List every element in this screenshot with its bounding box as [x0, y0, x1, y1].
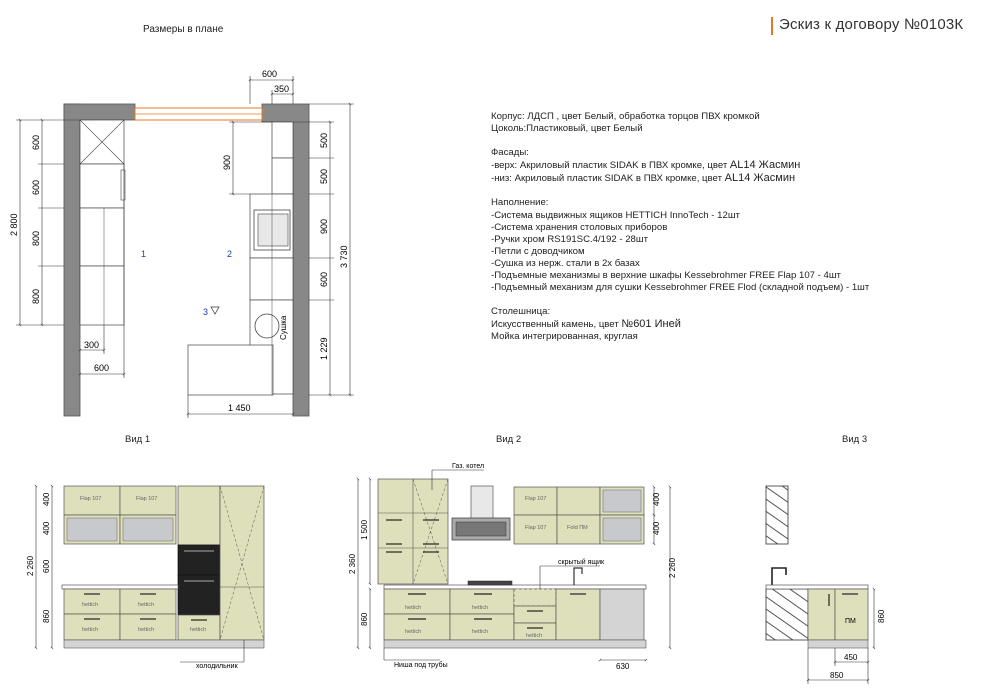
spec-napolnenie-title: Наполнение:	[491, 197, 549, 209]
plan-left-oven-handle	[121, 170, 125, 200]
spec-stone: Искусственный камень, цвет №601 Иней	[491, 318, 681, 331]
v2-hidden-drawer-label: скрытый ящик	[558, 559, 605, 566]
dim-left-600b: 600	[31, 179, 41, 195]
spec-item: -Система выдвижных ящиков HETTICH InnoTech - 12шт	[491, 209, 740, 221]
v1-dim-400a: 400	[42, 492, 51, 506]
v2-dim-400b: 400	[652, 521, 661, 535]
v3-plinth	[808, 640, 868, 648]
plan-left-oven-unit	[80, 164, 124, 208]
v2-plinth	[384, 640, 646, 648]
plan-wall-left	[64, 104, 80, 416]
v2-hob	[468, 581, 512, 585]
dim-right-900: 900	[319, 218, 329, 234]
spec-item: -Сушка из нерж. стали в 2х базах	[491, 257, 640, 269]
v2-flap-2	[557, 487, 600, 515]
spec-fasad-bottom: -низ: Акриловый пластик SIDAK в ПВХ кромке, цвет AL14 Жасмин	[491, 172, 796, 185]
v3-countertop	[766, 585, 868, 589]
v2-fold-label: Fold ПМ	[567, 525, 588, 531]
view-1-title: Вид 1	[125, 434, 151, 445]
spec-tsokol: Цоколь:Пластиковый, цвет Белый	[491, 123, 643, 135]
v2-base	[514, 606, 556, 623]
v2-boiler-label: Газ. котел	[452, 463, 485, 470]
v3-dim-450: 450	[844, 653, 858, 662]
v1-flap-label-1: Flap 107	[80, 496, 102, 502]
v3-base-section	[766, 589, 808, 640]
dim-900-inner: 900	[222, 154, 232, 170]
v2-flap-label: Flap 107	[525, 496, 547, 502]
spec-item: -Ручки хром RS191SC.4/192 - 28шт	[491, 233, 648, 245]
v2-hettich: hettich	[472, 629, 489, 635]
dim-right-1229: 1 229	[319, 337, 329, 360]
v3-dim-860: 860	[877, 609, 886, 623]
dim-top-350: 350	[274, 84, 290, 94]
dim-1450: 1 450	[228, 403, 251, 413]
spec-item: -Подъемный механизм для сушки Kessebrohmer FREE Flod (складной подъем) - 1шт	[491, 282, 870, 294]
plan-wall-left-top	[64, 104, 135, 120]
spec-item: -Подъемные механизмы в верхние шкафы Kessebrohmer FREE Flap 107 - 4шт	[491, 270, 841, 282]
plan-sink	[255, 314, 279, 338]
v1-oven-1	[178, 545, 220, 575]
spec-fasad-top: -верх: Акриловый пластик SIDAK в ПВХ кромке, цвет AL14 Жасмин	[491, 159, 801, 172]
v2-base	[384, 614, 450, 640]
v2-dim-total-left: 2 360	[348, 553, 357, 574]
dim-right-600: 600	[319, 271, 329, 287]
v1-countertop	[62, 585, 178, 589]
v2-base	[556, 589, 600, 640]
v1-hettich: hettich	[138, 627, 155, 633]
v3-pm-label: ПМ	[845, 618, 856, 625]
v1-hettich: hettich	[138, 602, 155, 608]
plan-marker-2: 2	[227, 249, 233, 259]
dim-left-600a: 600	[31, 134, 41, 150]
v1-hettich: hettich	[82, 602, 99, 608]
plan-marker-3: 3	[203, 307, 209, 317]
view-1-elevation	[26, 486, 264, 670]
view-3-title: Вид 3	[842, 434, 868, 445]
v1-glass-2-inner	[123, 518, 173, 541]
v3-door-2	[835, 589, 868, 640]
v2-dim-860: 860	[360, 612, 369, 626]
v2-dim-1500: 1 500	[360, 519, 369, 540]
v2-dim-total-right: 2 260	[668, 557, 677, 578]
v2-hood-chimney	[471, 486, 493, 520]
v2-hettich: hettich	[526, 633, 543, 639]
v1-flap-label-2: Flap 107	[136, 496, 158, 502]
plan-dryer-label: Сушка	[279, 315, 288, 340]
dim-600-bottom: 600	[94, 363, 110, 373]
spec-stoleshnitsa-title: Столешница:	[491, 306, 551, 318]
dim-right-500a: 500	[319, 132, 329, 148]
dim-left-800a: 800	[31, 230, 41, 246]
v1-dim-total: 2 260	[26, 555, 35, 576]
plan-wall-right-top	[262, 104, 309, 122]
v1-glass-1-inner	[67, 518, 117, 541]
plan-wall-right	[293, 120, 309, 416]
plan-right-upper-1	[272, 122, 293, 158]
v3-tap	[772, 568, 786, 585]
v1-dim-860: 860	[42, 609, 51, 623]
v2-glass-2-inner	[603, 518, 641, 541]
v2-hettich: hettich	[405, 629, 422, 635]
v1-hettich: hettich	[190, 627, 207, 633]
plan-title: Размеры в плане	[143, 24, 224, 35]
plan-left-unit-4	[80, 266, 124, 325]
plan-right-upper-2	[272, 158, 293, 194]
plan-right-hob-inner	[258, 214, 288, 246]
v2-hettich: hettich	[405, 605, 422, 611]
dim-right-500b: 500	[319, 168, 329, 184]
dim-left-total: 2 800	[9, 213, 19, 236]
v2-dishwasher-panel	[600, 589, 644, 640]
v2-hood-panel	[456, 522, 506, 536]
spec-item: -Петли с доводчиком	[491, 245, 585, 257]
v2-glass-1-inner	[603, 490, 641, 512]
v2-niche-label: Ниша под трубы	[394, 662, 448, 669]
v2-base	[514, 589, 556, 606]
v1-dim-400b: 400	[42, 521, 51, 535]
v1-plinth	[64, 640, 264, 648]
v1-tall-top	[178, 486, 220, 545]
view-3-elevation	[766, 486, 886, 684]
v2-countertop	[384, 585, 646, 589]
dim-300: 300	[84, 340, 100, 350]
plan-marker-1: 1	[141, 249, 147, 259]
v2-base	[450, 614, 514, 640]
spec-item: -Система хранения столовых приборов	[491, 221, 668, 233]
v2-dim-400a: 400	[652, 492, 661, 506]
dim-right-total: 3 730	[339, 245, 349, 268]
v1-dim-600: 600	[42, 559, 51, 573]
view-2-elevation	[348, 463, 677, 671]
v2-tap	[574, 568, 582, 585]
spec-korpus: Корпус: ЛДСП , цвет Белый, обработка торцов ПВХ кромкой	[491, 111, 760, 122]
v2-dim-630: 630	[616, 662, 630, 671]
dim-left-800b: 800	[31, 288, 41, 304]
spec-fasady-title: Фасады:	[491, 147, 529, 159]
plan-right-unit-4	[250, 258, 293, 300]
v2-hettich: hettich	[472, 605, 489, 611]
v1-hettich: hettich	[82, 627, 99, 633]
floor-plan	[9, 69, 354, 418]
dim-top-600: 600	[262, 69, 278, 79]
v3-door-1	[808, 589, 835, 640]
spec-sink: Мойка интегрированная, круглая	[491, 331, 638, 343]
view-2-title: Вид 2	[496, 434, 522, 445]
plan-marker-3-arrow	[211, 307, 219, 314]
plan-left-unit-3	[80, 208, 124, 266]
v3-dim-850: 850	[830, 671, 844, 680]
v2-flap-label: Flap 107	[525, 525, 547, 531]
plan-peninsula	[188, 345, 273, 395]
v3-upper-section	[766, 486, 788, 544]
document-title: Эскиз к договору №0103К	[779, 16, 964, 33]
v1-fridge-label: холодильник	[196, 663, 238, 670]
